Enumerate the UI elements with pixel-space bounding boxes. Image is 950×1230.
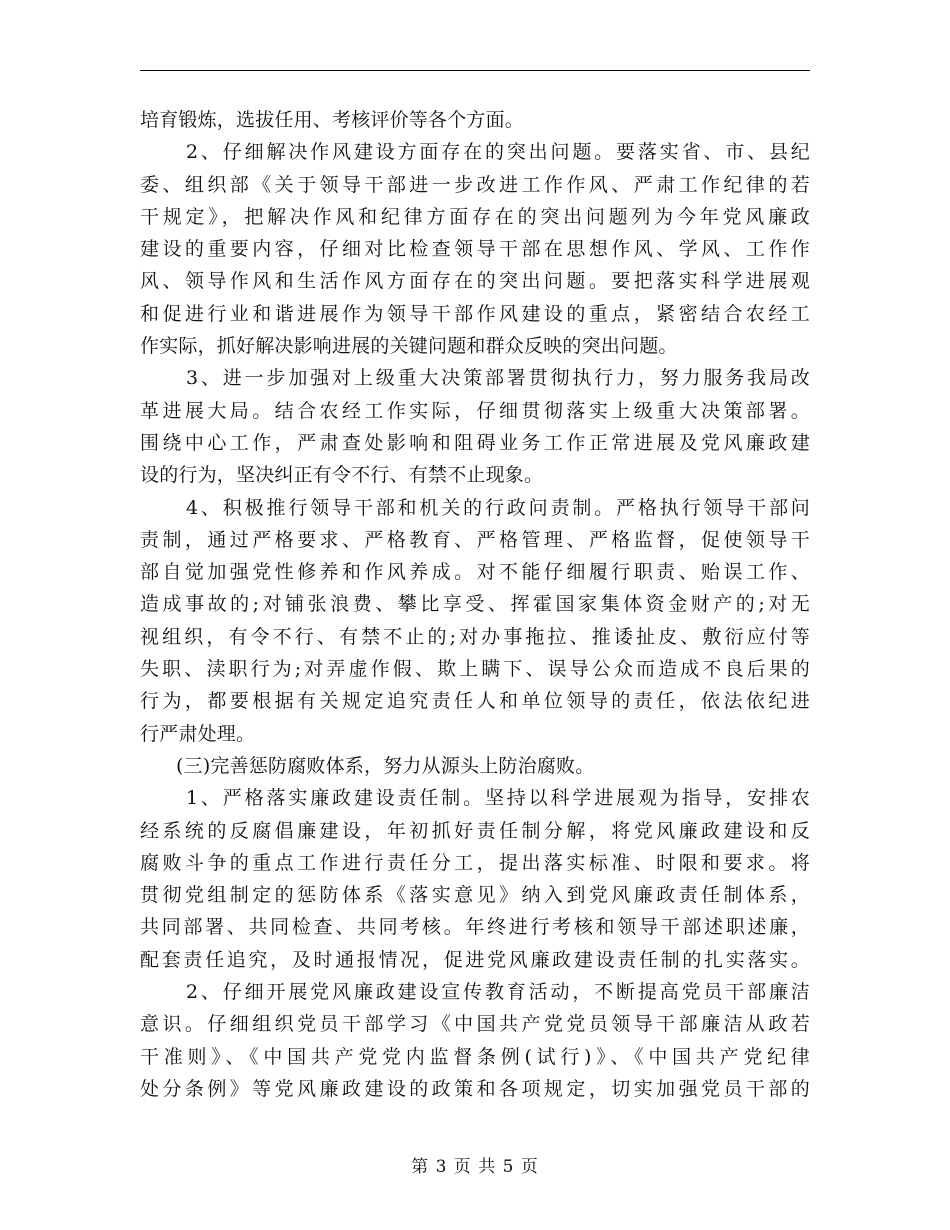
text-line: 贯彻党组制定的惩防体系《落实意见》纳入到党风廉政责任制体系， bbox=[140, 884, 810, 907]
text-line: 行严肃处理。 bbox=[140, 722, 256, 745]
text-line: 革进展大局。结合农经工作实际，仔细贯彻落实上级重大决策部署。 bbox=[140, 399, 810, 422]
text-line: 作实际，抓好解决影响进展的关键问题和群众反映的突出问题。 bbox=[140, 335, 678, 358]
text-line: 处分条例》等党风廉政建设的政策和各项规定，切实加强党员干部的 bbox=[140, 1077, 810, 1100]
text-line: 1、严格落实廉政建设责任制。坚持以科学进展观为指导，安排农 bbox=[186, 787, 810, 810]
text-line: 4、积极推行领导干部和机关的行政问责制。严格执行领导干部问 bbox=[186, 496, 810, 519]
text-line: 和促进行业和谐进展作为领导干部作风建设的重点，紧密结合农经工 bbox=[140, 302, 810, 325]
text-line: 行为，都要根据有关规定追究责任人和单位领导的责任，依法依纪进 bbox=[140, 690, 810, 713]
text-line: 部自觉加强党性修养和作风养成。对不能仔细履行职责、贻误工作、 bbox=[140, 561, 810, 584]
text-line: 意识。仔细组织党员干部学习《中国共产党党员领导干部廉洁从政若 bbox=[140, 1013, 810, 1036]
text-line: 干规定》，把解决作风和纪律方面存在的突出问题列为今年党风廉政 bbox=[140, 205, 810, 228]
text-line: 失职、渎职行为;对弄虚作假、欺上瞒下、误导公众而造成不良后果的 bbox=[140, 658, 810, 681]
text-line: 共同部署、共同检查、共同考核。年终进行考核和领导干部述职述廉， bbox=[140, 916, 810, 939]
page-footer: 第 3 页 共 5 页 bbox=[411, 1157, 539, 1177]
text-line: 2、仔细开展党风廉政建设宣传教育活动，不断提高党员干部廉洁 bbox=[186, 981, 810, 1004]
header-rule bbox=[140, 70, 810, 71]
text-line: 风、领导作风和生活作风方面存在的突出问题。要把落实科学进展观 bbox=[140, 270, 810, 293]
text-line: 委、组织部《关于领导干部进一步改进工作作风、严肃工作纪律的若 bbox=[140, 173, 810, 196]
document-body bbox=[140, 104, 810, 1105]
text-line: (三)完善惩防腐败体系，努力从源头上防治腐败。 bbox=[176, 754, 595, 777]
text-line: 造成事故的;对铺张浪费、攀比享受、挥霍国家集体资金财产的;对无 bbox=[140, 593, 810, 616]
text-line: 围绕中心工作，严肃查处影响和阻碍业务工作正常进展及党风廉政建 bbox=[140, 431, 810, 454]
text-line: 3、进一步加强对上级重大决策部署贯彻执行力，努力服务我局改 bbox=[186, 367, 810, 390]
text-line: 设的行为，坚决纠正有令不行、有禁不止现象。 bbox=[140, 464, 544, 487]
text-line: 2、仔细解决作风建设方面存在的突出问题。要落实省、市、县纪 bbox=[186, 141, 810, 164]
text-line: 建设的重要内容，仔细对比检查领导干部在思想作风、学风、工作作 bbox=[140, 238, 810, 261]
text-line: 培育锻炼，选拔任用、考核评价等各个方面。 bbox=[140, 109, 525, 131]
text-line: 视组织，有令不行、有禁不止的;对办事拖拉、推诿扯皮、敷衍应付等 bbox=[140, 625, 810, 648]
text-line: 配套责任追究，及时通报情况，促进党风廉政建设责任制的扎实落实。 bbox=[140, 948, 810, 971]
text-line: 责制，通过严格要求、严格教育、严格管理、严格监督，促使领导干 bbox=[140, 528, 810, 551]
text-line: 经系统的反腐倡廉建设，年初抓好责任制分解，将党风廉政建设和反 bbox=[140, 819, 810, 842]
text-line: 干准则》、《中国共产党党内监督条例(试行)》、《中国共产党纪律 bbox=[140, 1045, 810, 1068]
text-line: 腐败斗争的重点工作进行责任分工，提出落实标准、时限和要求。将 bbox=[140, 851, 810, 874]
